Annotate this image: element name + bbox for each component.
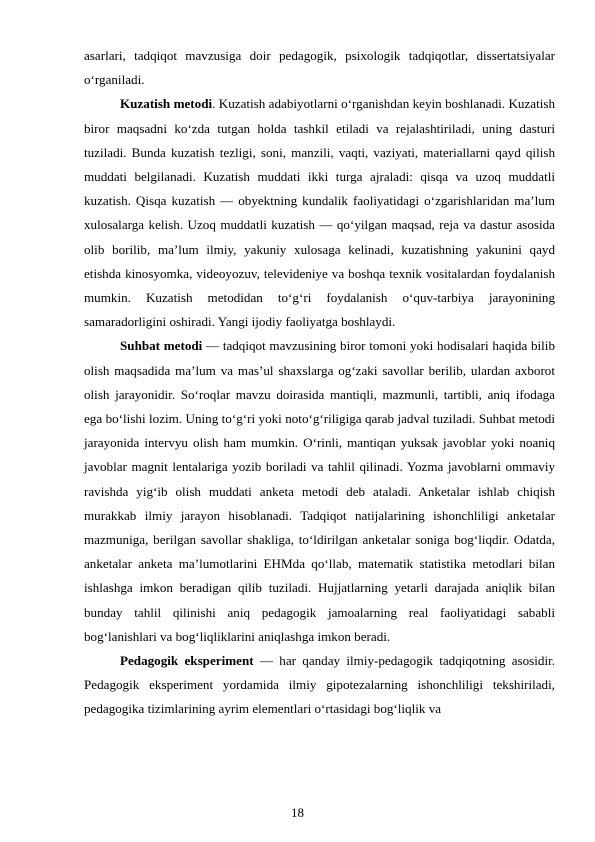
body-text [84,44,555,722]
paragraph-text: — har qanday ilmiy-pedagogik tadqiqotning asosidir. Pedagogik eksperiment yordamida ilmiy gipotezalarning ishonchliligi tekshiriladi, pedagogika tizimlarining ayrim elementlari o‘rtasidagi bog‘liqlik va [84,653,555,717]
term-kuzatish-metodi: Kuzatish metodi [120,96,213,112]
paragraph-text: — tadqiqot mavzusining biror tomoni yoki hodisalari haqida bilib olish maqsadida ma’lum va mas’ul shaxslarga og‘zaki savollar berilib, ulardan axborot olish jarayonidir. So‘roqlar mavzu doirasida mantiqli, mazmunli, tartibli, aniq ifodaga ega bo‘lishi lozim. Uning to‘g‘ri yoki noto‘g‘riligiga qarab jadval tuziladi. Suhbat metodi jarayonida intervyu olish ham mumkin. O‘rinli, mantiqan yuksak javoblar yoki noaniq javoblar magnit lentalariga yozib boriladi va tahlil qilinadi. Yozma javoblarni ommaviy ravishda yig‘ib olish muddati anketa metodi deb ataladi. Anketalar ishlab chiqish murakkab ilmiy jarayon hisoblanadi. Tadqiqot natijalarining ishonchliligi anketalar mazmuniga, berilgan savollar shakliga, to‘ldirilgan anketalar soniga bog‘liqdir. Odatda, anketalar anketa ma’lumotlarini EHMda qo‘llab, matematik statistika metodlari bilan ishlashga imkon beradigan qilib tuziladi. Hujjatlarning yetarli darajada aniqlik bilan bunday tahlil qilinishi aniq pedagogik jamoalarning real faoliyatidagi sababli bog‘lanishlari va bog‘liqliklarini aniqlashga imkon beradi. [84,338,555,644]
term-suhbat-metodi: Suhbat metodi [120,338,203,354]
paragraph-text: . Kuzatish adabiyotlarni o‘rganishdan keyin boshlanadi. Kuzatish biror maqsadni ko‘zda tutgan holda tashkil etiladi va rejalashtiriladi, uning dasturi tuziladi. Bunda kuzatish tezligi, soni, manzili, vaqti, vaziyati, materiallarni qayd qilish muddati belgilanadi. Kuzatish muddati ikki turga ajraladi: qisqa va uzoq muddatli kuzatish. Qisqa kuzatish — obyektning kundalik faoliyatidagi o‘zgarishlaridan ma’lum xulosalarga kelish. Uzoq muddatli kuzatish — qo‘yilgan maqsad, reja va dastur asosida olib borilib, ma’lum ilmiy, yakuniy xulosaga kelinadi, kuzatishning yakunini qayd etishda kinosyomka, videoyozuv, televideniye va boshqa texnik vositalardan foydalanish mumkin. Kuzatish metodidan to‘g‘ri foydalanish o‘quv-tarbiya jarayonining samaradorligini oshiradi. Yangi ijodiy faoliyatga boshlaydi. [84,96,555,330]
paragraph-text: asarlari, tadqiqot mavzusiga doir pedagogik, psixologik tadqiqotlar, dissertatsiyalar o‘rganiladi. [84,48,555,88]
paragraph-continuation [84,44,555,92]
term-pedagogik-eksperiment: Pedagogik eksperiment [120,653,254,669]
paragraph-kuzatish-metodi [84,92,555,334]
page-number: 18 [291,805,304,820]
paragraph-suhbat-metodi [84,334,555,649]
paragraph-pedagogik-eksperiment [84,649,555,722]
